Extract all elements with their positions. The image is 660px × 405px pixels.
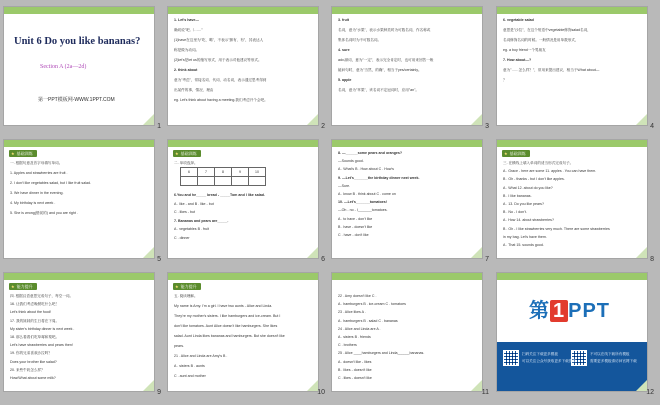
slide-text-line: 五. 阅读理解。 [174,294,198,298]
star-icon: ★ [175,151,179,156]
slide-text-line: 5. She is wrong(错误的) and you are right . [10,211,78,215]
slide-thumbnail-5[interactable] [2,138,163,268]
slide-text-line: 20. 来些牛奶怎么样？ [10,367,45,372]
slide-thumbnail-9[interactable] [2,271,163,401]
slide-preview [497,273,647,391]
slide-text-line: A . hamburgers B . ice-cream C . tomatoes [338,302,406,307]
slide-text-line: don't like tomatoes. Aunt Alice doesn't like hamburgers. She likes [174,324,278,328]
slide-text-line: 3. We have dinner in the evening. [10,191,64,195]
slide-text-line: 出某件的事，情况、理由 [174,88,214,92]
logo-number: 1 [550,300,568,322]
star-icon: ★ [504,151,508,156]
header-label: 基础训练 [509,151,526,156]
page-curl-decoration [636,247,647,258]
section-header-badge [173,283,201,290]
page-curl-decoration [307,114,318,125]
slide-text-line: 称是做为动词。 [174,48,200,52]
table-cell: 8 [215,168,232,177]
slide-text-line: 22 . Amy doesn't like C . [338,294,377,298]
qr-code-icon [503,350,519,366]
page-curl-decoration [636,114,647,125]
slide-text-line: A . That 15. sounds good. [503,243,544,247]
slide-text-line: B . Oh - I like strawberries very much. There are some strawberries [503,226,610,231]
slide-text-line: A . Grace - here are some 11. apples . You can have them. [503,169,597,174]
slide-text-line: A . doesn't like - likes [338,359,372,364]
slide-text-line: 6.You and he_____ bread - _____Tom and I like salad. [174,193,265,197]
slide-thumbnail-11[interactable] [330,271,491,401]
header-label: 能力提升 [180,284,197,289]
table-cell: 6 [181,168,198,177]
section-header-badge [9,283,37,290]
slide-text-line: 7. Bananas and pears are_____. [174,218,229,223]
slide-text-line: 四. 根据汉语意思完成句子，每空一词。 [10,294,74,298]
slide-text-line: A . 13. Do you like pears? [503,202,544,206]
slide-text-line: C . brothers [338,343,357,348]
slide-text-line: 集体名词时为不可数名词。 [338,38,382,42]
slide-text-line: 17. 我的妹妹的生日将在下周。 [10,318,60,323]
slide-preview [332,273,482,391]
slide-thumbnail-4[interactable] [495,5,656,135]
slide-number: 2 [321,123,325,130]
ppt-logo [529,294,610,323]
section-header-badge [173,150,201,157]
slide-title: Unit 6 Do you like bananas? [14,36,141,47]
slide-text-line: C . aunt and mother [174,374,206,378]
slide-text-line: 确切说"吧,（……" [174,28,203,32]
slide-preview [497,7,647,125]
slide-preview [168,7,318,125]
slide-thumbnail-7[interactable] [330,138,491,268]
slide-text-line: 19. 你的兄弟喜欢沙拉吗？ [10,351,52,356]
slide-text-line: A . What's B . How about C . How's [338,167,394,172]
slide-text-line: 1. Let's have— [174,18,200,22]
slide-text-line: 意为"……怎么样？"，常用来提出建议，相当于What about— [503,68,600,72]
table-cell [232,177,249,186]
slide-text-line: eg. Let's think about having a meeting.我们考虑开个会吧。 [174,98,268,102]
header-label: 能力提升 [16,284,33,289]
slide-text-line: How/What about some milk? [10,376,56,380]
slide-preview [168,140,318,258]
slide-text-line: A . What 12. about do you like? [503,185,553,190]
slide-text-line: 18. 那么看看们吃草莓和梨吧。 [10,335,60,339]
slide-section: Section A (2a—2d) [40,64,87,70]
header-label: 基础训练 [180,151,197,156]
slide-text-line: 9. —Let's_______the birthday dinner next week. [338,175,420,180]
slide-text-line: in my bag. Let's have them. [503,234,547,239]
slide-text-line: B . I like bananas. [503,193,532,198]
table-cell [198,177,215,186]
table-cell: 9 [232,168,249,177]
slide-text-line: My sister's birthday dinner is next week . [10,326,75,331]
slide-text-line: 5. apple [338,78,352,82]
slide-text-line: C . have - don't like [338,233,369,237]
slide-text-line: 4. My birthday is next week . [10,201,56,205]
slide-text-line: 21 . Alice and Linda are Amy's B . [174,354,228,358]
slide-text-line: 25 . Alice ____hamburgers and Linda______bananas. [338,351,425,356]
page-curl-decoration [143,247,154,258]
star-icon: ★ [175,284,179,289]
slide-preview [168,273,318,391]
page-curl-decoration [143,114,154,125]
slide-preview [332,140,482,258]
slide-text-line: C . dinner [174,235,190,240]
slide-preview [332,7,482,125]
slide-text-line: (1)have在这里为"吃、喝"，不表示"拥有、有"，其表达人 [174,38,264,42]
slide-number: 8 [650,256,654,263]
slide-text-line: B . Oh - thanks - but I don't like apples. [503,177,565,182]
slide-number: 10 [317,389,325,396]
section-header-badge [502,150,530,157]
slide-thumbnail-2[interactable] [166,5,327,135]
slide-text-line: 名词修饰名词的时候。一般情况是用单数形式， [503,38,579,42]
slide-text-line: B . No - I don't. [503,210,527,215]
slide-text-line: 24 . Alice and Linda are A . [338,326,381,331]
promo-text: 需要更多模板请访问官网下载 [590,359,637,363]
slide-site-text: 第一PPT模板网-WWW.1PPT.COM [38,97,115,103]
ppt-ad-slide [497,280,647,391]
slide-text-line: (2)let's是let us的缩写形式，用于表示对他建议等形式。 [174,58,262,62]
slide-text-line: eg. a boy friend一个男朋友 [503,48,546,52]
slide-number: 1 [157,123,161,130]
slide-text-line: —Oh - no - I_______tomatoes. [338,208,388,213]
promo-text: 不可以在线下载所有模板 [590,352,630,356]
slide-text-line: 一. 根据句意及首字母填写单词。 [10,161,63,165]
slide-text-line: 8. —______some pears and oranges? [338,151,403,155]
slide-text-line: C . likes - doesn't like [338,376,372,380]
slide-text-line: 三. 在横线上填入单词的适当形式完成句子。 [503,161,574,165]
slide-text-line: 名词，意为"苹果"，该名词不定冠词时，应用"an"。 [338,88,419,92]
slide-number: 9 [157,389,161,396]
section-header-badge [9,150,37,157]
answer-table [180,167,266,186]
promo-text: 可以关注公众号获取更多下载资源 [522,359,576,363]
exercise-intro: 二. 单项选择。 [174,161,198,165]
slide-preview [4,273,154,391]
slide-text-line: Let's think about the food! [10,310,52,315]
slide-text-line: 16. 让我们考虑晚餐吃什么吧！ [10,302,60,307]
promo-text: 扫码关注下载更多模板 [522,352,558,356]
slide-text-line: 意为"考虑"，常接名词、代词、动名词，表示通过思考得到 [174,78,267,82]
slide-text-line: B . likes - doesn't like [338,367,372,372]
table-cell: 10 [249,168,266,177]
logo-suffix: PPT [568,300,611,322]
page-curl-decoration [471,247,482,258]
slide-text-line: My name is Amy. I'm a girl. I have two aunts - Alice and Linda. [174,304,273,308]
slide-text-line: 3. fruit [338,18,349,22]
slide-text-line: A . like - and B . like - but [174,201,214,206]
slide-text-line: B . have - doesn't like [338,224,373,229]
slide-text-line: A . hamburgers B . salad C . bananas [338,318,398,323]
header-label: 基础训练 [16,151,33,156]
slide-number: 11 [481,389,489,396]
slide-text-line: A . sisters B . friends [338,335,371,339]
page-curl-decoration [471,380,482,391]
slide-text-line: ？ [503,78,507,82]
slide-text-line: A . How 14. about strawberries? [503,218,554,223]
slide-text-line: 名词，意为"水果"，表示水果种类时为可数名词，作名称或 [338,28,431,32]
slide-preview [4,140,154,258]
logo-prefix: 第 [529,300,550,322]
slide-text-line: salad. Aunt Linda likes bananas and hamburgers. But she doesn't like [174,334,285,338]
slide-text-line: pears. [174,344,184,348]
table-cell: 7 [198,168,215,177]
slide-text-line: A . sisters B . aunts [174,364,205,368]
page-curl-decoration [471,114,482,125]
slide-number: 4 [650,123,654,130]
slide-text-line: 2. I don't like vegetables salad, but I like fruit salad. [10,181,91,185]
slide-text-line: 10. —Let's_______tomatoes! [338,200,387,205]
slide-number: 6 [321,256,325,263]
slide-text-line: A . vegetables B . fruit [174,227,209,231]
slide-thumbnail-3[interactable] [330,5,491,135]
slide-text-line: 疑问句时，意为"当然，的确"，相当于yes/certainly。 [338,68,422,72]
page-curl-decoration [143,380,154,391]
slide-text-line: Does your brother like salad? [10,359,57,364]
slide-text-line: 1. Apples and strawberries are fruit . [10,171,68,175]
slide-text-line: —Sure. [338,183,351,188]
slide-text-line: A . to have - don't like [338,216,373,221]
slide-number: 12 [646,389,654,396]
table-cell [181,177,198,186]
star-icon: ★ [11,151,15,156]
table-cell [249,177,266,186]
slide-text-line: 6. vegetable salad [503,18,534,22]
slide-text-line: A . know B . think about C . come on [338,192,396,196]
slide-text-line: 4. sure [338,48,350,52]
slide-text-line: 2. think about [174,68,198,72]
slide-number: 7 [485,256,489,263]
slide-text-line: 7. How about—? [503,58,532,62]
slide-text-line: C . likes - but [174,210,195,214]
slide-thumbnail-1[interactable] [2,5,163,135]
star-icon: ★ [11,284,15,289]
slide-thumbnail-6[interactable] [166,138,327,268]
slide-thumbnail-12[interactable] [495,271,656,401]
slide-preview [497,140,647,258]
slide-text-line: —Sounds good. [338,159,364,164]
slide-text-line: They're my mother's sisters. I like hamburgers and ice-cream. But I [174,314,281,318]
table-cell [215,177,232,186]
slide-text-line: 23 . Alice likes A . [338,310,366,315]
page-curl-decoration [307,247,318,258]
slide-number: 5 [157,256,161,263]
slide-number: 3 [485,123,489,130]
slide-preview [4,7,154,125]
slide-text-line: 意思是"沙拉"，在这个短语中vegetable修饰salad名词， [503,28,591,32]
slide-thumbnail-8[interactable] [495,138,656,268]
slide-text-line: adv.副词，意为"一定"，表示完全肯定时，也可用来回答一般 [338,58,434,62]
slide-text-line: Let's have strawberries and pears then! [10,343,73,348]
slide-thumbnail-10[interactable] [166,271,327,401]
